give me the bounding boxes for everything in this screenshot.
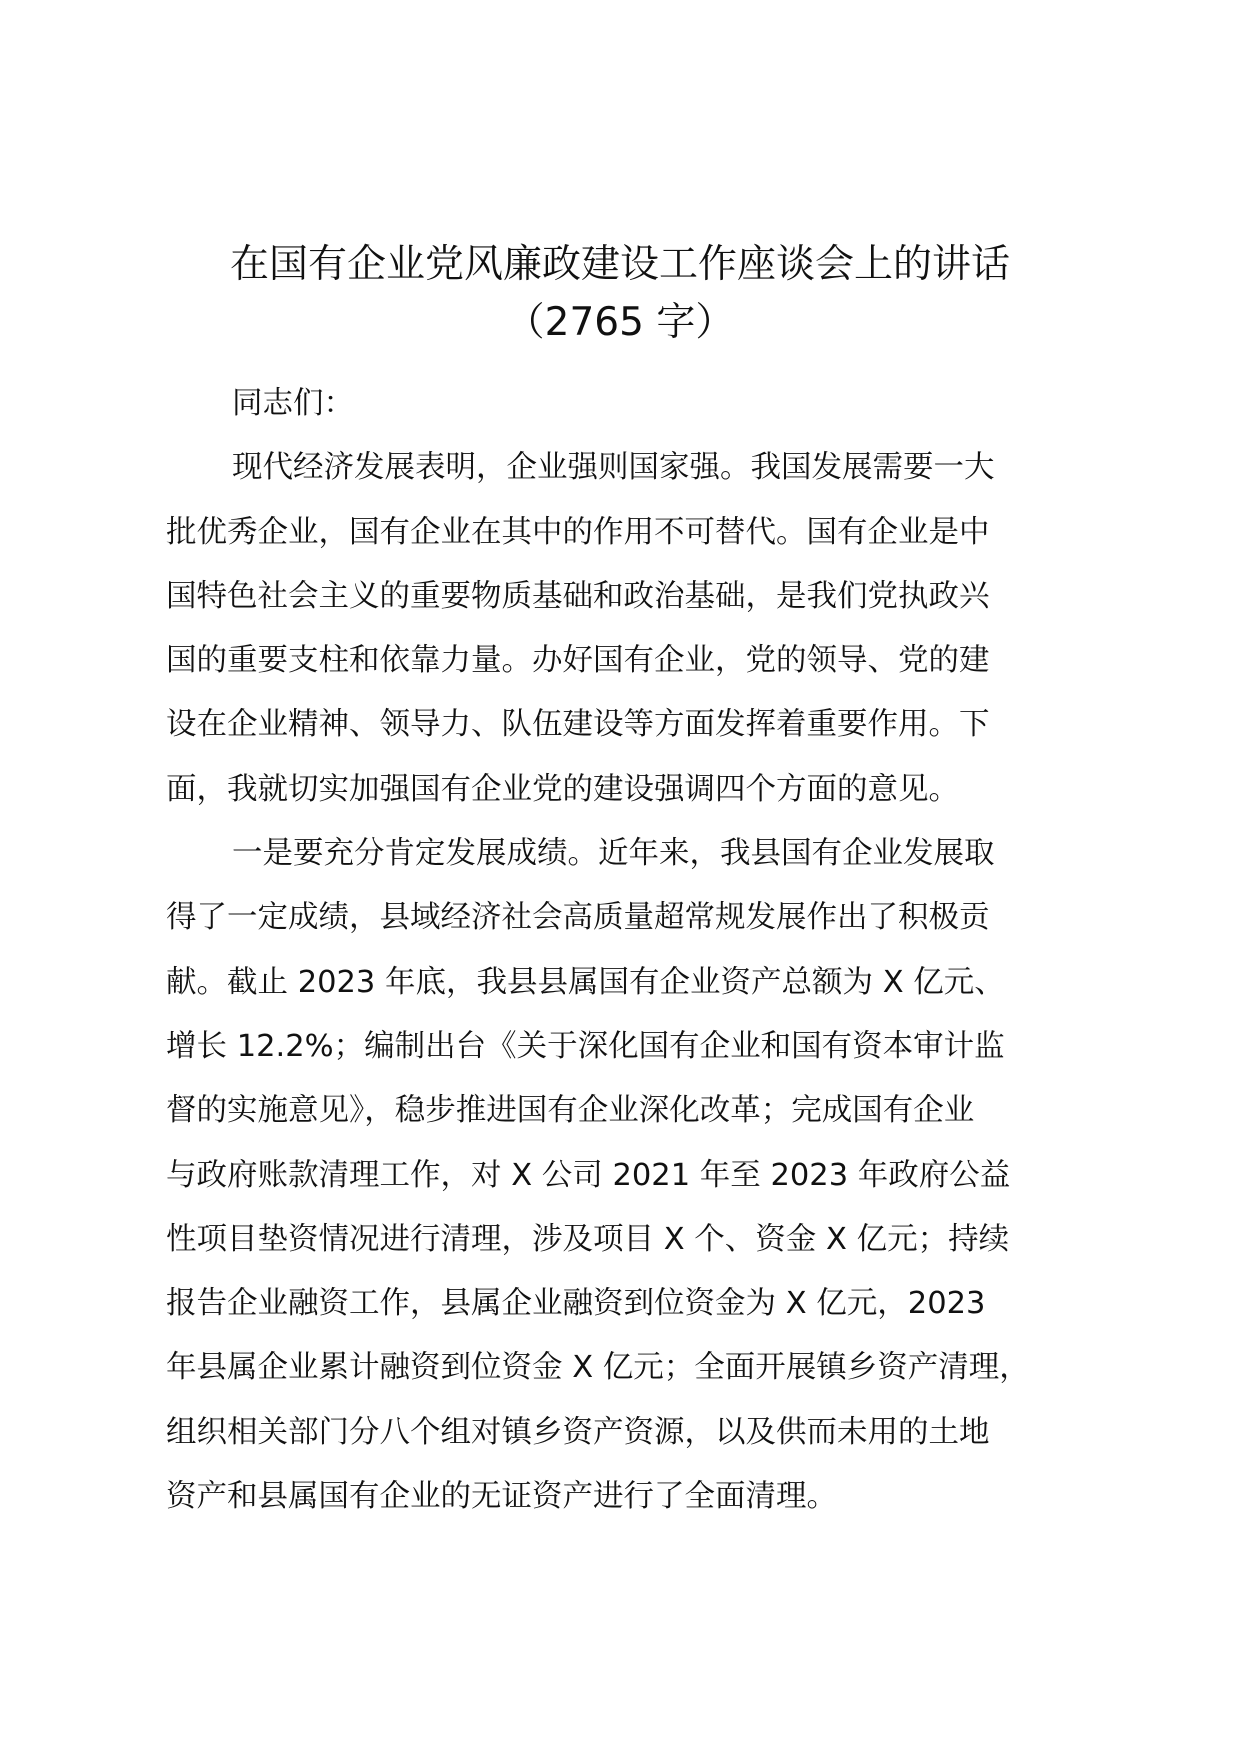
document-title	[150, 236, 1090, 352]
paragraph-line: 报告企业融资工作，县属企业融资到位资金为 X 亿元，2023	[166, 1286, 986, 1322]
title-line-2: （2765 字）	[505, 300, 735, 345]
paragraph-line: 与政府账款清理工作，对 X 公司 2021 年至 2023 年政府公益	[166, 1157, 1011, 1193]
paragraph-line: 组织相关部门分八个组对镇乡资产资源，以及供而未用的土地	[166, 1414, 990, 1450]
paragraph-line: 性项目垫资情况进行清理，涉及项目 X 个、资金 X 亿元；持续	[166, 1221, 1010, 1257]
paragraph-line: 设在企业精神、领导力、队伍建设等方面发挥着重要作用。下	[166, 707, 990, 743]
paragraph-line: 督的实施意见》，稳步推进国有企业深化改革；完成国有企业	[166, 1093, 975, 1129]
paragraph-line: 年县属企业累计融资到位资金 X 亿元；全面开展镇乡资产清理，	[166, 1350, 1030, 1386]
paragraph-line: 国特色社会主义的重要物质基础和政治基础，是我们党执政兴	[166, 578, 990, 614]
paragraph-line: 增长 12.2%；编制出台《关于深化国有企业和国有资本审计监	[166, 1028, 1005, 1064]
paragraph-line: 资产和县属国有企业的无证资产进行了全面清理。	[166, 1479, 837, 1515]
paragraph-line: 献。截止 2023 年底，我县县属国有企业资产总额为 X 亿元、	[166, 964, 1005, 1000]
document-body	[166, 372, 1086, 1529]
paragraph-line: 现代经济发展表明，企业强则国家强。我国发展需要一大	[232, 450, 995, 486]
paragraph-1	[166, 436, 1086, 822]
paragraph-line: 得了一定成绩，县域经济社会高质量超常规发展作出了积极贡	[166, 900, 990, 936]
paragraph-line: 一是要充分肯定发展成绩。近年来，我县国有企业发展取	[232, 836, 995, 872]
paragraph-line: 面，我就切实加强国有企业党的建设强调四个方面的意见。	[166, 771, 959, 807]
salutation: 同志们：	[232, 386, 354, 421]
title-line-1: 在国有企业党风廉政建设工作座谈会上的讲话	[229, 242, 1010, 287]
paragraph-2	[166, 822, 1086, 1529]
paragraph-line: 国的重要支柱和依靠力量。办好国有企业，党的领导、党的建	[166, 643, 990, 679]
paragraph-line: 批优秀企业，国有企业在其中的作用不可替代。国有企业是中	[166, 514, 990, 550]
